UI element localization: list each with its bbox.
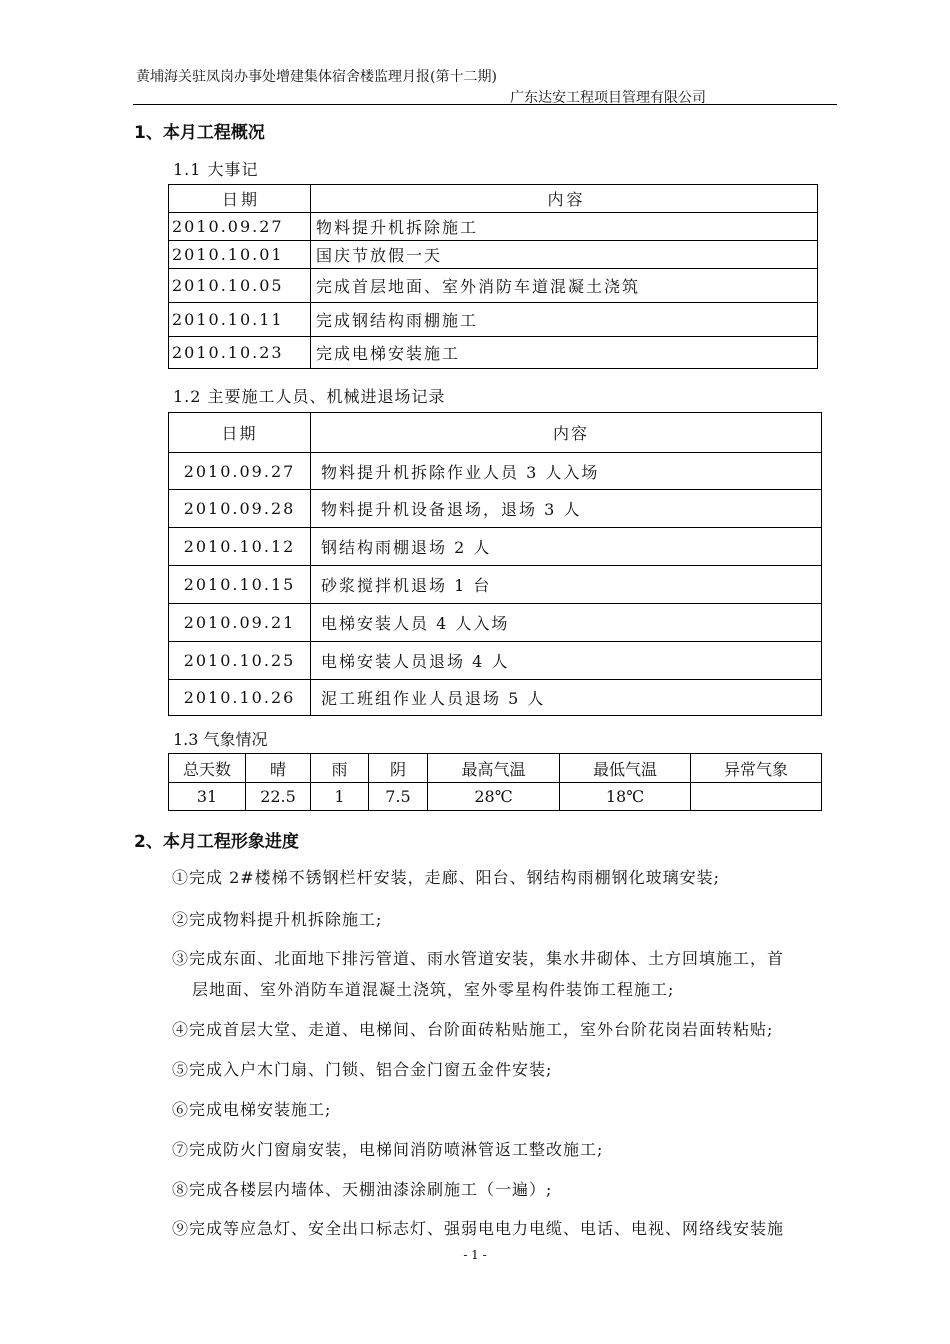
header-divider [133, 104, 837, 105]
row-date: 2010.10.23 [169, 337, 311, 369]
header-sunny: 晴 [246, 754, 311, 783]
document-header-company: 广东达安工程项目管理有限公司 [510, 90, 706, 106]
personnel-machinery-table [168, 412, 822, 716]
page-number: - 1 - [463, 1248, 487, 1262]
table-header-row [169, 754, 822, 783]
row-content: 完成电梯安装施工 [311, 337, 818, 369]
table-row [169, 269, 818, 303]
row-content: 国庆节放假一天 [311, 241, 818, 269]
section-1-heading: 1、本月工程概况 [134, 123, 265, 143]
row-date: 2010.10.11 [169, 303, 311, 337]
row-content: 完成钢结构雨棚施工 [311, 303, 818, 337]
progress-item: ③完成东面、北面地下排污管道、雨水管道安装，集水井砌体、土方回填施工，首 [172, 949, 785, 968]
progress-item: ⑤完成入户木门扇、门锁、铝合金门窗五金件安装; [172, 1060, 553, 1079]
row-date: 2010.10.15 [169, 566, 311, 604]
progress-item: ⑥完成电梯安装施工; [172, 1100, 332, 1119]
table-row [169, 566, 822, 604]
value-min-temp: 18℃ [560, 783, 691, 811]
value-sunny: 22.5 [246, 783, 311, 811]
header-date: 日期 [169, 413, 311, 453]
table-row [169, 783, 822, 811]
header-content: 内容 [311, 413, 822, 453]
row-content: 物料提升机拆除施工 [311, 213, 818, 241]
row-content: 泥工班组作业人员退场 5 人 [311, 680, 822, 716]
row-content: 砂浆搅拌机退场 1 台 [311, 566, 822, 604]
weather-table [168, 753, 822, 811]
row-date: 2010.09.21 [169, 604, 311, 642]
section-2-heading: 2、本月工程形象进度 [134, 832, 299, 852]
subsection-1-2-heading: 1.2 主要施工人员、机械进退场记录 [173, 387, 446, 406]
row-date: 2010.10.12 [169, 528, 311, 566]
value-cloudy: 7.5 [369, 783, 428, 811]
table-header-row [169, 185, 818, 213]
row-date: 2010.10.05 [169, 269, 311, 303]
value-rainy: 1 [311, 783, 369, 811]
events-table [168, 184, 818, 369]
table-row [169, 337, 818, 369]
document-header-title: 黄埔海关驻凤岗办事处增建集体宿舍楼监理月报(第十二期) [136, 69, 497, 85]
progress-item: ②完成物料提升机拆除施工; [172, 910, 383, 929]
header-rainy: 雨 [311, 754, 369, 783]
table-row [169, 528, 822, 566]
row-date: 2010.10.25 [169, 642, 311, 680]
table-row [169, 604, 822, 642]
row-date: 2010.10.26 [169, 680, 311, 716]
subsection-1-3-heading: 1.3 气象情况 [173, 730, 268, 749]
value-max-temp: 28℃ [428, 783, 560, 811]
header-date: 日期 [169, 185, 311, 213]
progress-item-continuation: 层地面、室外消防车道混凝土浇筑，室外零星构件装饰工程施工; [192, 980, 675, 999]
table-row [169, 680, 822, 716]
value-total-days: 31 [169, 783, 246, 811]
header-max-temp: 最高气温 [428, 754, 560, 783]
header-cloudy: 阴 [369, 754, 428, 783]
table-row [169, 241, 818, 269]
progress-item: ⑨完成等应急灯、安全出口标志灯、强弱电电力电缆、电话、电视、网络线安装施 [172, 1219, 785, 1238]
row-content: 钢结构雨棚退场 2 人 [311, 528, 822, 566]
row-date: 2010.09.28 [169, 490, 311, 528]
row-date: 2010.09.27 [169, 213, 311, 241]
progress-item: ⑧完成各楼层内墙体、天棚油漆涂刷施工（一遍）; [172, 1180, 553, 1199]
header-abnormal-weather: 异常气象 [691, 754, 822, 783]
progress-item: ④完成首层大堂、走道、电梯间、台阶面砖粘贴施工，室外台阶花岗岩面转粘贴; [172, 1020, 774, 1039]
subsection-1-1-heading: 1.1 大事记 [173, 160, 259, 179]
table-row [169, 303, 818, 337]
table-row [169, 642, 822, 680]
progress-item: ①完成 2#楼梯不锈钢栏杆安装，走廊、阳台、钢结构雨棚钢化玻璃安装; [172, 868, 721, 887]
row-content: 物料提升机设备退场，退场 3 人 [311, 490, 822, 528]
table-row [169, 213, 818, 241]
table-header-row [169, 413, 822, 453]
progress-item: ⑦完成防火门窗扇安装，电梯间消防喷淋管返工整改施工; [172, 1140, 604, 1159]
header-content: 内容 [311, 185, 818, 213]
row-content: 物料提升机拆除作业人员 3 人入场 [311, 453, 822, 490]
row-content: 完成首层地面、室外消防车道混凝土浇筑 [311, 269, 818, 303]
row-date: 2010.10.01 [169, 241, 311, 269]
table-row [169, 453, 822, 490]
row-content: 电梯安装人员退场 4 人 [311, 642, 822, 680]
table-row [169, 490, 822, 528]
value-abnormal-weather [691, 783, 822, 811]
header-min-temp: 最低气温 [560, 754, 691, 783]
row-date: 2010.09.27 [169, 453, 311, 490]
header-total-days: 总天数 [169, 754, 246, 783]
row-content: 电梯安装人员 4 人入场 [311, 604, 822, 642]
